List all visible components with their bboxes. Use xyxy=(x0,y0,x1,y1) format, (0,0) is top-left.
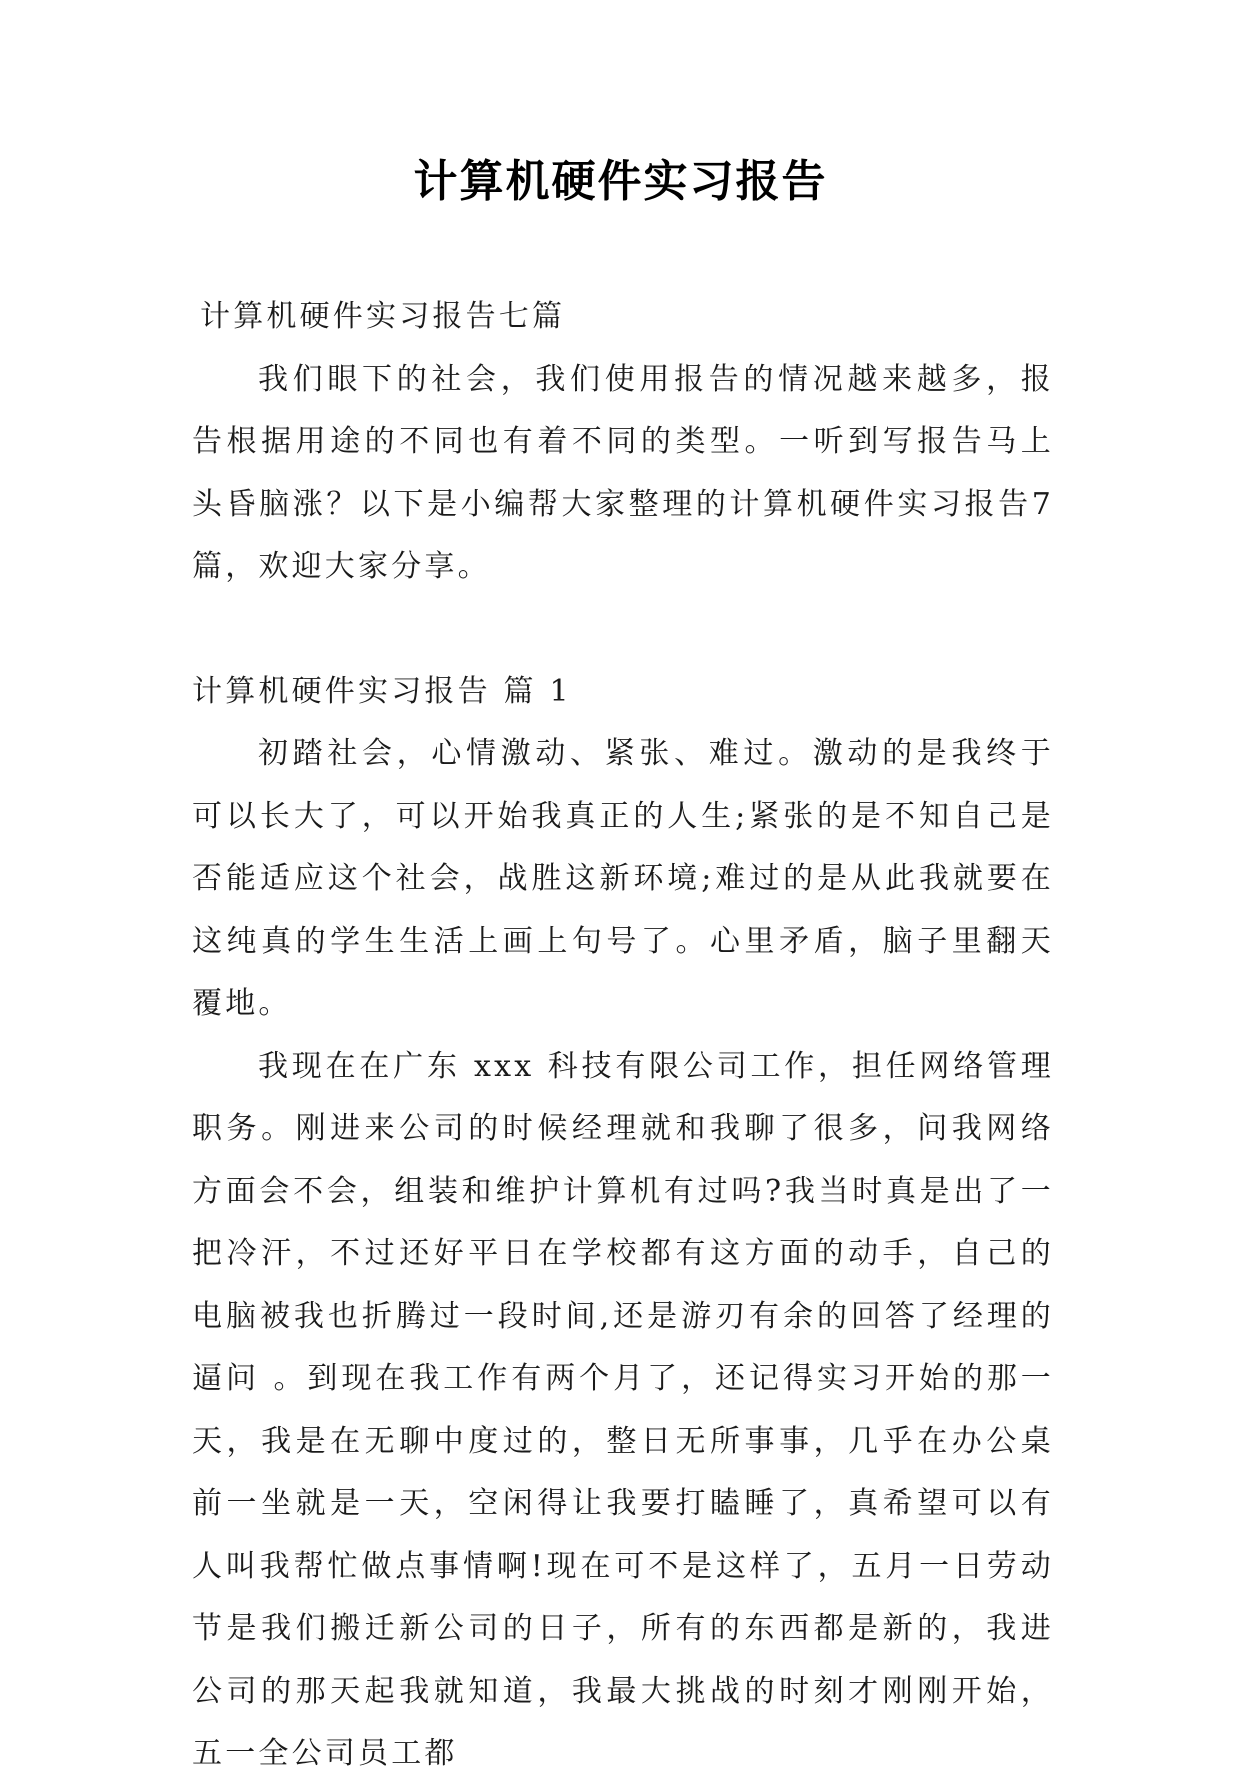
section-heading: 计算机硬件实习报告 篇 1 xyxy=(192,673,572,709)
document-title: 计算机硬件实习报告 xyxy=(413,156,828,207)
intro-paragraph: 我们眼下的社会，我们使用报告的情况越来越多，报告根据用途的不同也有着不同的类型。一听到写报告马上头昏脑涨？以下是小编帮大家整理的计算机硬件实习报告7篇，欢迎大家分享。 xyxy=(192,361,1054,584)
document-body xyxy=(192,286,1054,1786)
document-subtitle: 计算机硬件实习报告七篇 xyxy=(200,299,566,334)
body-paragraph: 初踏社会，心情激动、紧张、难过。激动的是我终于可以长大了，可以开始我真正的人生;紧张的是不知自己是否能适应这个社会，战胜这新环境;难过的是从此我就要在这纯真的学生生活上画上句号了。心里矛盾，脑子里翻天覆地。 xyxy=(192,736,1054,1021)
body-paragraph: 我现在在广东 xxx 科技有限公司工作，担任网络管理职务。刚进来公司的时候经理就和我聊了很多，问我网络方面会不会，组装和维护计算机有过吗?我当时真是出了一把冷汗，不过还好平日在学校都有这方面的动手，自己的电脑被我也折腾过一段时间,还是游刃有余的回答了经理的 逼问 。到现在我工作有两个月了，还记得实习开始的那一天，我是在无聊中度过的，整日无所事事，几乎在办公桌前一坐就是一天，空闲得让我要打瞌睡了，真希望可以有人叫我帮忙做点事情啊!现在可不是这样了，五月一日劳动节是我们搬迁新公司的日子，所有的东西都是新的，我进公司的那天起我就知道，我最大挑战的时刻才刚刚开始，五一全公司员工都 xyxy=(192,1048,1054,1771)
